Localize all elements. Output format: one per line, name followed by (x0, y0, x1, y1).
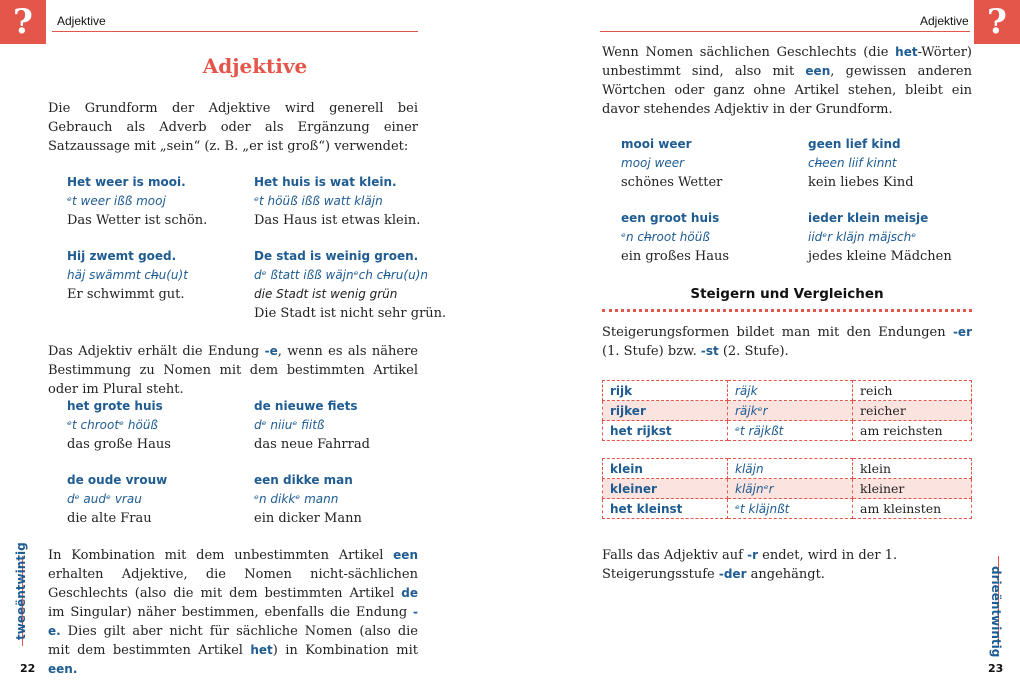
indefinite-article-paragraph (48, 546, 418, 679)
example-item (808, 135, 914, 192)
side-page-word-right: drieëntwintig (989, 566, 1003, 658)
german-translation: kein liebes Kind (808, 175, 914, 190)
highlight-word: -e. (48, 605, 418, 638)
pronunciation: ᵉt weer ißß mooj (67, 194, 166, 208)
paragraph-text: ) in Kombination mit (272, 643, 418, 658)
dutch-phrase: ieder klein meisje (808, 211, 929, 225)
header-rule-left (52, 31, 418, 32)
r-ending-paragraph (602, 546, 972, 584)
paragraph-text: Steigerungsformen bildet man mit den Endungen (602, 325, 953, 340)
paragraph-text: erhalten Adjektive, die Nomen nicht-sächlichen Geschlechts (also die mit dem bestimmten Artikel (48, 567, 418, 601)
paragraph-text: endet, wird in der 1. Steigerungsstufe (602, 548, 898, 582)
pronunciation: mooj weer (621, 156, 685, 170)
example-item (621, 209, 729, 266)
german-form: am reichsten (853, 421, 972, 441)
header-rule-right (600, 31, 970, 32)
question-mark-icon: ? (0, 0, 46, 44)
german-translation: die Stadt ist wenig grün (254, 287, 398, 301)
pronunciation: ᵉn dikkᵉ mann (254, 492, 339, 506)
pronunciation: dᵉ niiuᵉ fiitß (254, 418, 325, 432)
example-item (621, 135, 722, 192)
page-title: Adjektive (202, 54, 308, 78)
pronunciation: iidᵉr kläjn mäjschᵉ (808, 230, 917, 244)
table-row (603, 479, 972, 499)
highlight-word: het (250, 643, 273, 657)
german-translation: das große Haus (67, 437, 171, 452)
paragraph-text: , wenn es als nähere Bestimmung zu Nomen mit dem bestimmten Artikel oder im Plural steht. (48, 344, 418, 397)
example-item (254, 471, 362, 528)
table-row (603, 381, 972, 401)
pronunciation: ᵉn ch̶root höüß (621, 230, 710, 244)
dutch-phrase: mooi weer (621, 137, 692, 151)
highlight-word: -st (700, 344, 719, 358)
pronunciation: dᵉ audᵉ vrau (67, 492, 142, 506)
example-item (254, 247, 446, 323)
dotted-divider (602, 309, 972, 312)
german-form: reich (853, 381, 972, 401)
question-mark-icon: ? (974, 0, 1020, 44)
german-form: klein (853, 459, 972, 479)
dutch-form: het rijkst (603, 421, 728, 441)
example-item (67, 173, 207, 230)
highlight-word: een. (48, 662, 78, 676)
dutch-phrase: de nieuwe fiets (254, 399, 358, 413)
highlight-word: -der (718, 567, 747, 581)
paragraph-text: -Wörter) unbestimmt sind, also mit (602, 45, 972, 79)
comparison-paragraph (602, 323, 972, 361)
section-heading: Steigern und Vergleichen (690, 286, 884, 302)
neuter-nouns-paragraph (602, 43, 972, 119)
dutch-phrase: het grote huis (67, 399, 163, 413)
pronunciation: ᵉt höüß ißß watt kläjn (254, 194, 383, 208)
dutch-phrase: geen lief kind (808, 137, 901, 151)
paragraph-text: Das Adjektiv erhält die Endung (48, 344, 265, 359)
dutch-form: rijk (603, 381, 728, 401)
highlight-word: het (895, 45, 918, 59)
paragraph-text: (2. Stufe). (718, 344, 789, 359)
german-translation: Die Stadt ist nicht sehr grün. (254, 306, 447, 321)
dutch-phrase: Het huis is wat klein. (254, 175, 397, 189)
paragraph-text: In Kombination mit dem unbestimmten Artikel (48, 548, 394, 563)
pronunciation: ch̶een liif kinnt (808, 156, 897, 170)
pronunciation: kläjnᵉr (728, 479, 853, 499)
german-form: am kleinsten (853, 499, 972, 519)
pronunciation: räjk (728, 381, 853, 401)
comparison-table-rijk (602, 380, 972, 441)
german-translation: Das Haus ist etwas klein. (254, 213, 421, 228)
example-item (67, 247, 188, 304)
paragraph-text: Dies gilt aber nicht für sächliche Nomen (also die mit dem bestimmten Artikel (48, 624, 418, 658)
table-row (603, 499, 972, 519)
running-header-right: Adjektive (920, 14, 969, 28)
page-number-left: 22 (20, 662, 36, 675)
paragraph-text: angehängt. (746, 567, 825, 582)
german-translation: die alte Frau (67, 511, 152, 526)
paragraph-text: im Singular) näher bestimmen, ebenfalls die Endung (48, 605, 414, 620)
german-translation: Er schwimmt gut. (67, 287, 185, 302)
highlight-word: een (805, 64, 831, 78)
highlight-word: de (401, 586, 418, 600)
intro-paragraph: Die Grundform der Adjektive wird generell bei Gebrauch als Adverb oder als Ergänzung einer Satzaussage mit „sein“ (z. B. „er ist groß“) verwendet: (48, 101, 418, 154)
example-item (808, 209, 952, 266)
highlight-ending: -e (264, 344, 278, 358)
dutch-form: klein (603, 459, 728, 479)
german-translation: Das Wetter ist schön. (67, 213, 208, 228)
dutch-form: kleiner (603, 479, 728, 499)
german-form: kleiner (853, 479, 972, 499)
highlight-word: -er (952, 325, 972, 339)
pronunciation: ᵉt chrootᵉ höüß (67, 418, 158, 432)
example-item (67, 471, 167, 528)
table-row (603, 421, 972, 441)
page-number-right: 23 (988, 662, 1004, 675)
dutch-form: het kleinst (603, 499, 728, 519)
dutch-form: rijker (603, 401, 728, 421)
pronunciation: dᵉ ßtatt ißß wäjnᵉch ch̶ru(u)n (254, 268, 428, 282)
dutch-phrase: de oude vrouw (67, 473, 168, 487)
paragraph-text: (1. Stufe) bzw. (602, 344, 701, 359)
example-item (254, 397, 370, 454)
table-row (603, 459, 972, 479)
side-page-word-left: tweeëntwintig (14, 542, 28, 640)
german-translation: jedes kleine Mädchen (808, 249, 952, 264)
pronunciation: häj swämmt ch̶u(u)t (67, 268, 188, 282)
pronunciation: kläjn (728, 459, 853, 479)
ending-e-paragraph (48, 342, 418, 399)
pronunciation: räjkᵉr (728, 401, 853, 421)
table-row (603, 401, 972, 421)
dutch-phrase: een dikke man (254, 473, 353, 487)
german-form: reicher (853, 401, 972, 421)
paragraph-text: Wenn Nomen sächlichen Geschlechts (die (602, 45, 896, 60)
comparison-table-klein (602, 458, 972, 519)
dutch-phrase: Hij zwemt goed. (67, 249, 177, 263)
german-translation: ein dicker Mann (254, 511, 362, 526)
example-item (254, 173, 420, 230)
german-translation: das neue Fahrrad (254, 437, 370, 452)
dutch-phrase: een groot huis (621, 211, 720, 225)
paragraph-text: Falls das Adjektiv auf (602, 548, 748, 563)
german-translation: ein großes Haus (621, 249, 730, 264)
paragraph-text: , gewissen anderen Wörtchen oder ganz ohne Artikel stehen, bleibt ein davor stehendes Adjektiv in der Grundform. (602, 64, 972, 117)
dutch-phrase: Het weer is mooi. (67, 175, 186, 189)
pronunciation: ᵉt räjkßt (728, 421, 853, 441)
highlight-word: een (393, 548, 418, 562)
example-item (67, 397, 171, 454)
dutch-phrase: De stad is weinig groen. (254, 249, 419, 263)
running-header-left: Adjektive (57, 14, 106, 28)
pronunciation: ᵉt kläjnßt (728, 499, 853, 519)
german-translation: schönes Wetter (621, 175, 723, 190)
highlight-word: -r (747, 548, 759, 562)
